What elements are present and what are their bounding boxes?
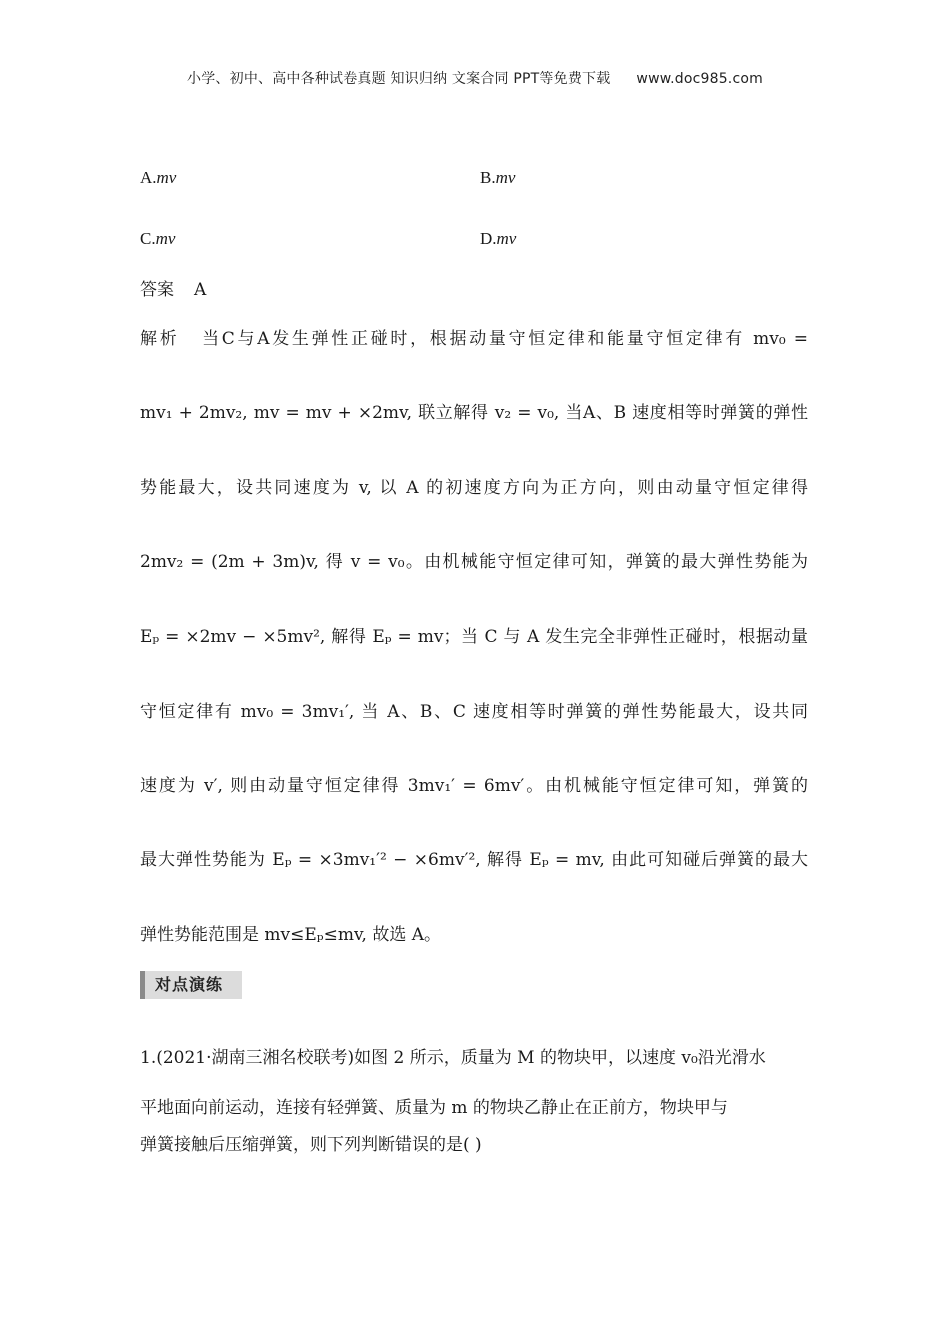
solution-line-9: 弹性势能范围是 mv≤Eₚ≤mv, 故选 A。 (140, 925, 442, 945)
answer-value: A (194, 280, 207, 300)
solution-line-8: 最大弹性势能为 Eₚ = ×3mv₁′² − ×6mv′², 解得 Eₚ = mv, 由此可知碰后弹簧的最大 (140, 850, 808, 870)
option-c-expr: mv (155, 229, 176, 248)
solution-line-7: 速度为 v′, 则由动量守恒定律得 3mv₁′ = 6mv′。由机械能守恒定律可知，弹簧的 (140, 776, 808, 796)
solution-text-1: 当C与A发生弹性正碰时，根据动量守恒定律和能量守恒定律有 mv₀ = (199, 329, 809, 349)
solution-line-1 (140, 328, 808, 350)
section-title: 对点演练 (140, 971, 242, 999)
question-line-2: 平地面向前运动，连接有轻弹簧、质量为 m 的物块乙静止在正前方，物块甲与 (140, 1098, 728, 1118)
solution-line-6: 守恒定律有 mv₀ = 3mv₁′, 当 A、B、C 速度相等时弹簧的弹性势能最大，设共同 (140, 702, 808, 722)
option-d-expr: mv (496, 229, 517, 248)
option-b-expr: mv (495, 168, 516, 187)
option-b (480, 168, 515, 188)
option-c-letter: C. (140, 229, 156, 248)
solution-line-2: mv₁ + 2mv₂, mv = mv + ×2mv, 联立解得 v₂ = v₀, 当A、B 速度相等时弹簧的弹性 (140, 403, 808, 423)
question-line-1: 1.(2021·湖南三湘名校联考)如图 2 所示，质量为 M 的物块甲，以速度 v₀沿光滑水 (140, 1048, 766, 1068)
page-header (0, 68, 950, 88)
option-c (140, 229, 175, 249)
question-line-3: 弹簧接触后压缩弹簧，则下列判断错误的是( ) (140, 1135, 482, 1155)
option-d-letter: D. (480, 229, 497, 248)
header-text: 小学、初中、高中各种试卷真题 知识归纳 文案合同 PPT等免费下载 (187, 71, 611, 87)
solution-line-4: 2mv₂ = (2m + 3m)v, 得 v = v₀。由机械能守恒定律可知，弹簧的最大弹性势能为 (140, 552, 808, 572)
answer-line (140, 279, 808, 301)
option-a (140, 168, 176, 188)
option-a-letter: A. (140, 168, 157, 187)
option-d (480, 229, 516, 249)
solution-line-5: Eₚ = ×2mv − ×5mv², 解得 Eₚ = mv；当 C 与 A 发生完全非弹性正碰时，根据动量 (140, 627, 808, 647)
option-b-letter: B. (480, 168, 496, 187)
solution-line-3: 势能最大，设共同速度为 v, 以 A 的初速度方向为正方向，则由动量守恒定律得 (140, 478, 808, 498)
option-a-expr: mv (156, 168, 177, 187)
solution-label: 解析 (140, 329, 180, 349)
header-site: www.doc985.com (636, 71, 763, 87)
answer-label: 答案 (140, 280, 174, 300)
